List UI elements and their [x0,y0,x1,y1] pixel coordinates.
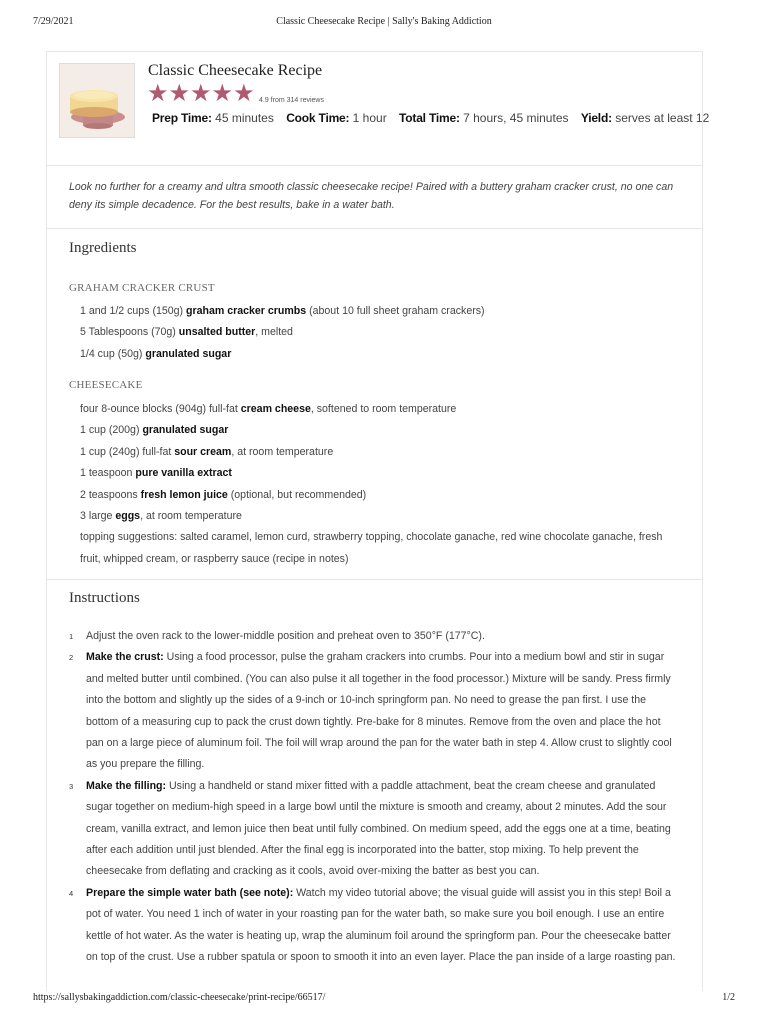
ingredient-name: granulated sugar [142,424,229,437]
print-footer [33,992,735,1008]
ingredient-name: fresh lemon juice [140,488,228,501]
ingredient-item [80,399,680,420]
star-icon[interactable]: ★ [168,80,191,107]
ingredient-name: cream cheese [240,403,311,415]
divider [47,228,702,229]
recipe-card [46,51,710,991]
ingredient-detail: 1 teaspoon [80,467,136,480]
ingredient-detail: , at room temperature [231,445,334,458]
star-icon[interactable]: ★ [147,80,169,107]
ingredient-item [80,463,680,484]
rating-summary: 4.9 from 314 reviews [259,97,324,104]
cheesecake-photo [60,64,134,137]
ingredient-detail: four 8-ounce blocks (904g) full-fat [80,403,241,415]
step-number: 3 [69,781,74,791]
instruction-step [69,626,681,647]
cheesecake-heading: CHEESECAKE [69,379,143,391]
crust-heading: GRAHAM CRACKER CRUST [69,282,215,294]
ingredient-detail: , at room temperature [140,510,242,523]
instructions-heading: Instructions [69,590,140,606]
ingredient-item [80,301,680,322]
ingredient-item [80,344,680,365]
step-text: Using a handheld or stand mixer fitted with a paddle attachment, beat the cream cheese and granulated sugar together on medium-high speed in a large bowl until the mixture is smooth and creamy, about 2 minutes. Add the sour cream, vanilla extract, and lemon juice then beat until fully combined. On medium speed, add the eggs one at a time, beating after each addition until just blended. After the final egg is incorporated into the batter, stop mixing. To help prevent the cheesecake from deflating and cracking as it cools, avoid over-mixing the batter as best you can. [86,779,671,878]
ingredient-item [80,506,680,527]
prep-time-label: Prep Time: [152,111,212,125]
ingredient-item [80,420,680,441]
ingredient-name: graham cracker crumbs [186,305,307,317]
cheesecake-ingredient-list [80,399,680,570]
step-text: Adjust the oven rack to the lower-middle position and preheat oven to 350°F (177°C). [86,630,485,642]
yield-label: Yield: [580,111,612,125]
ingredient-detail: (optional, but recommended) [227,488,367,501]
instruction-step [69,776,681,883]
recipe-meta [152,111,718,125]
step-number: 2 [69,653,74,663]
instruction-steps [69,626,681,969]
print-page-title: Classic Cheesecake Recipe | Sally's Baking Addiction [276,16,492,27]
recipe-thumbnail [59,63,135,138]
step-title: Prepare the simple water bath (see note): [86,886,294,899]
star-icon[interactable]: ★ [233,80,255,107]
step-title: Make the crust: [86,651,164,664]
prep-time-value: 45 minutes [215,111,274,125]
step-title: Make the filling: [86,779,167,792]
cook-time-label: Cook Time: [286,111,350,125]
divider [47,165,702,166]
star-rating[interactable] [147,81,255,107]
step-number: 1 [69,632,74,641]
instruction-step [69,647,681,775]
star-icon[interactable]: ★ [190,80,212,107]
ingredient-detail: 5 Tablespoons (70g) [80,326,179,339]
ingredient-detail: 1 cup (200g) [80,424,143,437]
ingredient-detail: 2 teaspoons [80,488,141,501]
print-url: https://sallysbakingaddiction.com/classic-cheesecake/print-recipe/66517/ [33,992,326,1003]
total-time-label: Total Time: [399,111,460,125]
ingredient-item [80,527,680,570]
ingredients-heading: Ingredients [69,240,137,256]
ingredient-name: pure vanilla extract [135,467,232,480]
crust-ingredient-list [80,301,680,365]
ingredient-detail: , melted [255,326,293,339]
ingredient-item [80,322,680,343]
ingredient-item [80,485,680,506]
ingredient-name: sour cream [174,445,232,458]
instruction-step [69,883,681,969]
ingredient-detail: 1/4 cup (50g) [80,347,146,360]
recipe-title: Classic Cheesecake Recipe [148,62,323,79]
print-date: 7/29/2021 [33,16,74,27]
ingredient-detail: 1 cup (240g) full-fat [80,445,175,458]
ingredient-name: eggs [115,510,141,523]
ingredient-detail: 3 large [80,510,116,523]
divider [47,579,702,580]
page-number: 1/2 [722,992,735,1003]
ingredient-detail: (about 10 full sheet graham crackers) [306,305,485,317]
print-header [33,16,735,32]
yield-value: serves at least 12 [615,111,710,125]
ingredient-detail: 1 and 1/2 cups (150g) [80,305,187,317]
cook-time-value: 1 hour [352,111,387,125]
star-icon[interactable]: ★ [211,80,234,107]
ingredient-name: granulated sugar [145,347,232,360]
ingredient-item [80,442,680,463]
step-number: 4 [69,888,74,898]
total-time-value: 7 hours, 45 minutes [463,111,569,125]
ingredient-detail: topping suggestions: salted caramel, lemon curd, strawberry topping, chocolate ganache, red wine chocolate ganache, fresh fruit, whipped cream, or raspberry sauce (recipe in notes) [80,531,663,565]
step-text: Using a food processor, pulse the graham crackers into crumbs. Pour into a medium bowl and stir in sugar and melted butter until combined. (You can also pulse it all together in the food processor.) Mixture will be sandy. Press firmly into the bottom and slightly up the sides of a 9-inch or 10-inch springform pan. No need to grease the pan first. I use the bottom of a measuring cup to pack the crust down tightly. Pre-bake for 8 minutes. Remove from the oven and place the hot pan on a large piece of aluminum foil. The foil will wrap around the pan for the water bath in step 4. Allow crust to slightly cool as you prepare the filling. [86,651,672,771]
step-text: Watch my video tutorial above; the visual guide will assist you in this step! Boil a pot of water. You need 1 inch of water in your roasting pan for the water bath, so make sure you boil enough. I use an entire kettle of hot water. As the water is heating up, wrap the aluminum foil around the springform pan. Pour the cheesecake batter on top of the crust. Use a rubber spatula or spoon to smooth it into an even layer. Place the pan inside of a large roasting pan. [86,886,676,964]
recipe-intro: Look no further for a creamy and ultra smooth classic cheesecake recipe! Paired with a buttery graham cracker crust, no one can deny its simple decadence. For the best results, bake in a water bath. [69,181,674,211]
ingredient-name: unsalted butter [178,326,256,339]
ingredient-detail: , softened to room temperature [310,403,457,415]
